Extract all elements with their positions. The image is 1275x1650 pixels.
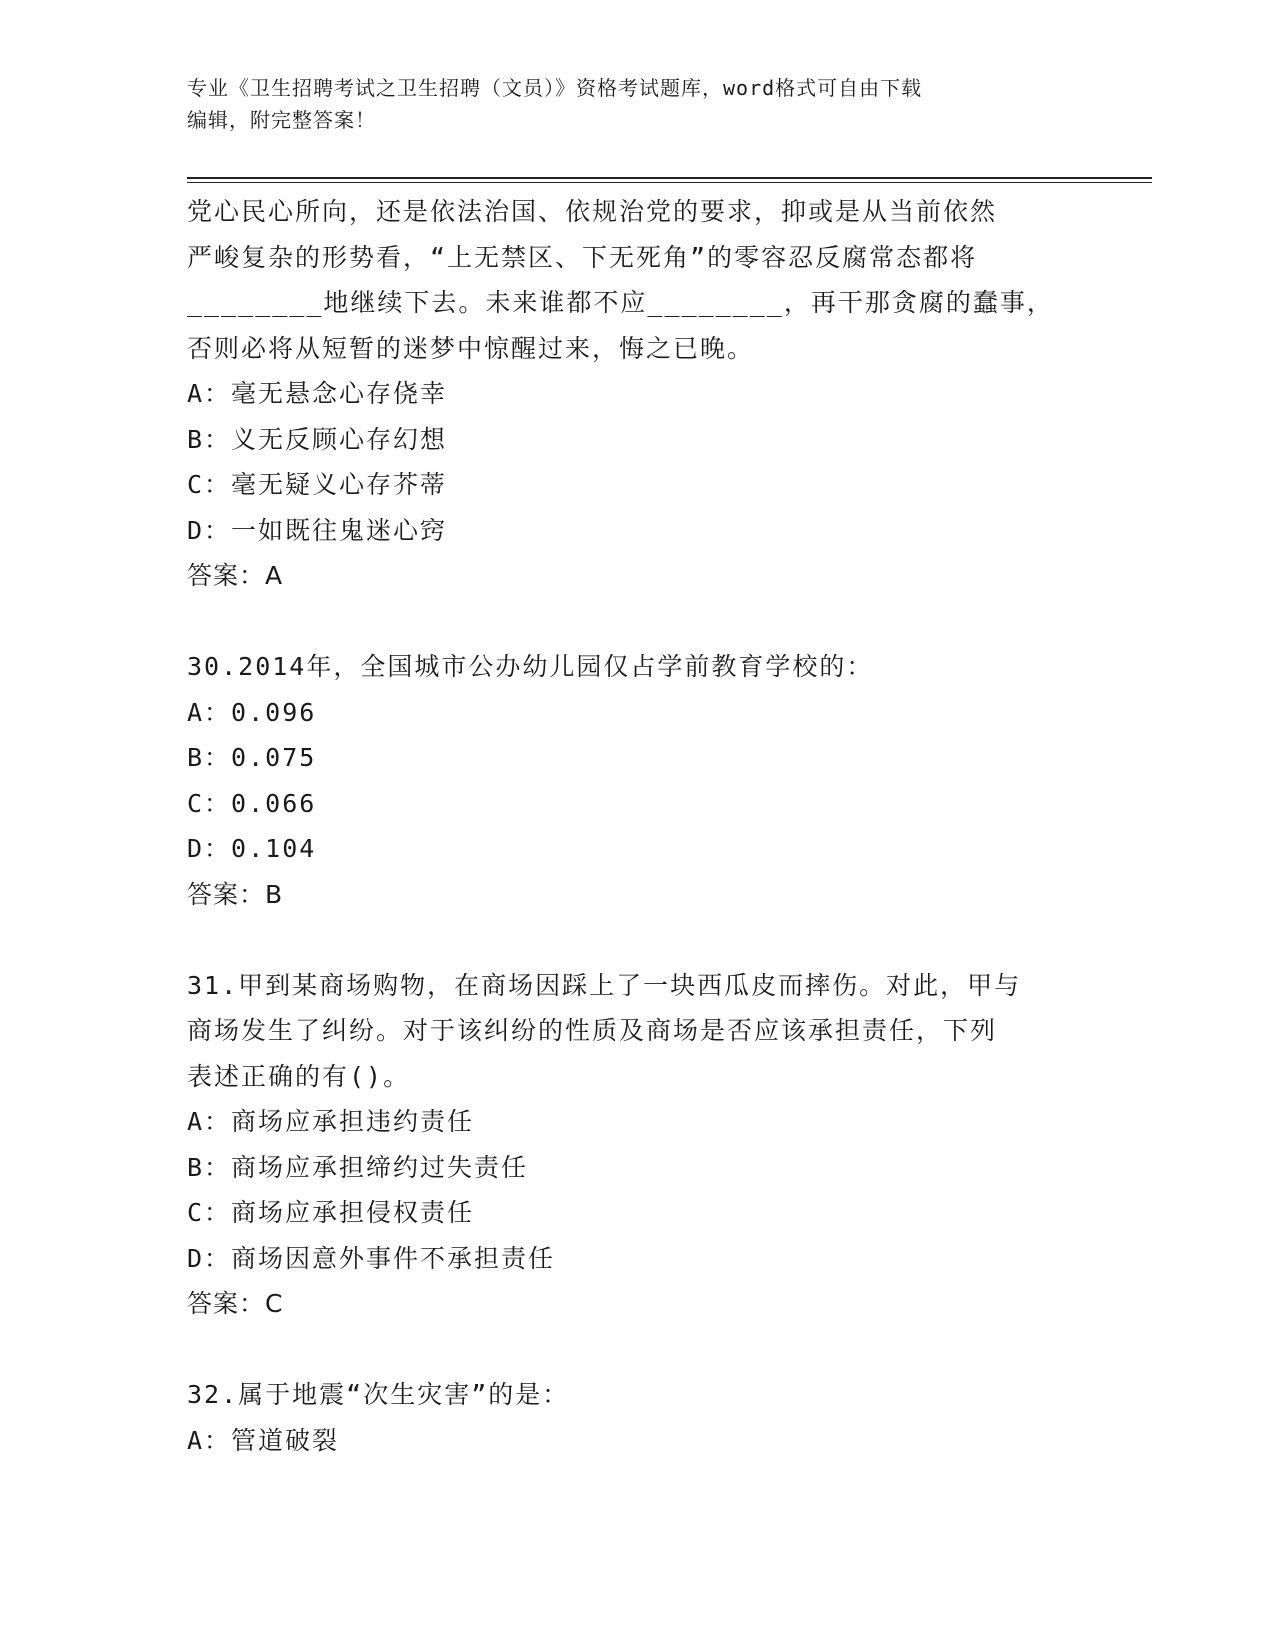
question-stem-line: ________地继续下去。未来谁都不应________，再干那贪腐的蠢事， [187,288,1054,317]
option-a: A：0.096 [187,697,317,727]
option-d: D：一如既往鬼迷心窍 [187,515,448,545]
question-spacer [187,599,1087,645]
header-line-2: 编辑，附完整答案！ [187,108,376,132]
header-divider-thin [187,182,1152,183]
question-list [187,189,1087,1463]
answer-label: 答案：C [187,1289,284,1318]
option-a: A：管道破裂 [187,1425,340,1455]
option-d: D：商场因意外事件不承担责任 [187,1243,556,1273]
document-header [187,72,1087,136]
option-d: D：0.104 [187,834,317,863]
question-stem-line: 表述正确的有()。 [187,1061,411,1091]
option-b: B：商场应承担缔约过失责任 [187,1152,529,1182]
option-b: B：0.075 [187,743,317,772]
question-32 [187,1372,1087,1463]
question-spacer [187,917,1087,963]
option-b: B：义无反顾心存幻想 [187,424,448,454]
option-a: A：商场应承担违约责任 [187,1107,475,1136]
question-29 [187,189,1087,599]
question-stem-line: 32.属于地震“次生灾害”的是： [187,1380,570,1409]
question-stem-line: 30.2014年，全国城市公办幼儿园仅占学前教育学校的： [187,652,874,681]
question-stem-line: 党心民心所向，还是依法治国、依规治党的要求，抑或是从当前依然 [187,197,998,226]
question-stem-line: 31.甲到某商场购物，在商场因踩上了一块西瓜皮而摔伤。对此，甲与 [187,970,1022,1000]
question-31 [187,963,1087,1327]
option-c: C：0.066 [187,788,317,818]
question-stem-line: 否则必将从短暂的迷梦中惊醒过来，悔之已晚。 [187,333,755,363]
answer-label: 答案：A [187,561,284,590]
option-c: C：商场应承担侵权责任 [187,1198,475,1227]
answer-label: 答案：B [187,879,284,909]
question-stem-line: 严峻复杂的形势看，“上无禁区、下无死角”的零容忍反腐常态都将 [187,242,978,272]
option-c: C：毫无疑义心存芥蒂 [187,470,448,499]
header-line-1: 专业《卫生招聘考试之卫生招聘（文员）》资格考试题库，word格式可自由下载 [187,76,923,100]
option-a: A：毫无悬念心存侥幸 [187,379,448,408]
question-spacer [187,1327,1087,1373]
question-stem-line: 商场发生了纠纷。对于该纠纷的性质及商场是否应该承担责任，下列 [187,1016,998,1045]
header-divider-thick [187,177,1152,179]
question-30 [187,644,1087,917]
